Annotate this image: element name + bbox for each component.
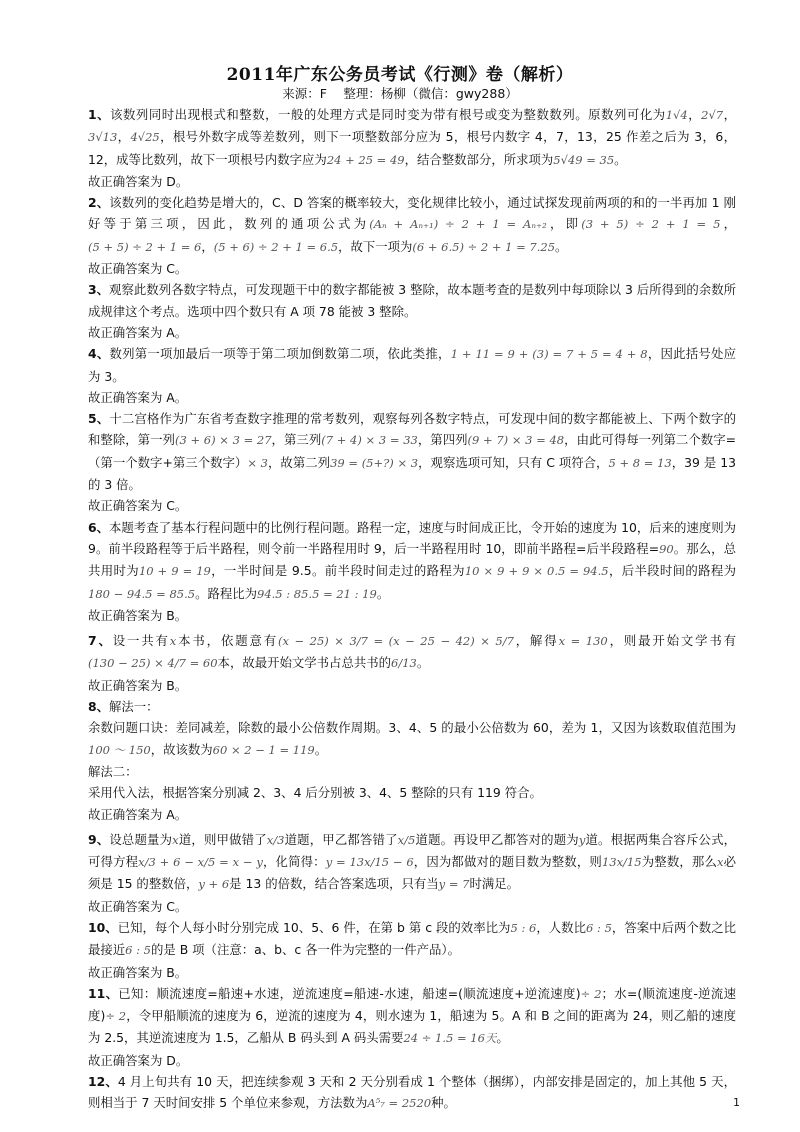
text: ，后半段时间的路程为 — [608, 563, 737, 579]
question-2 — [88, 192, 736, 258]
formula: y — [578, 832, 586, 847]
question-number: 8、 — [88, 699, 110, 715]
formula: 100 ～ 150 — [88, 742, 151, 757]
question-12 — [88, 1071, 736, 1115]
text: ，观察选项可知，只有 C 项符合， — [418, 454, 609, 470]
text: 本题考查了基本行程问题中的比例行程问题。路程一定，速度与时间成正比，令开始的速度为 10，后来的速度则为 9。前半段路程等于后半路程，则令前一半路程用时 9，后一半路程用时 10，即前半路程=后半段路程= — [88, 519, 736, 556]
text: 。 — [496, 1030, 509, 1046]
formula: (3 + 5) ÷ 2 + 1 = 5 — [581, 217, 721, 232]
question-number: 3、 — [88, 282, 110, 298]
question-8-method-1 — [88, 717, 736, 761]
text: ，解得 — [513, 633, 559, 649]
question-number: 5、 — [88, 411, 110, 427]
formula: 6 : 5 — [125, 943, 151, 958]
formula: x — [716, 855, 724, 870]
text: ，结合整数部分，所求项为 — [404, 151, 554, 167]
question-11 — [88, 983, 736, 1050]
question-3 — [88, 279, 736, 322]
formula: x/5 — [397, 832, 416, 847]
formula: (Aₙ + Aₙ₊₁) ÷ 2 + 1 = Aₙ₊₂ — [369, 217, 547, 232]
question-10 — [88, 917, 736, 962]
answer-3: 故正确答案为 A。 — [88, 324, 188, 340]
text: 。 — [376, 585, 390, 601]
text: 道，则甲做错了 — [178, 831, 267, 847]
formula: (9 + 7) × 3 = 48 — [467, 433, 565, 448]
text: 道题，甲乙都答错了 — [284, 831, 398, 847]
source-line: 来源：F 整理：杨柳（微信：gwy288） — [282, 86, 518, 101]
question-number: 2、 — [88, 195, 110, 211]
formula: 180 − 94.5 = 85.5 — [88, 586, 196, 601]
formula: x/3 — [266, 832, 285, 847]
text: 十二宫格作为广东省考查数字推理的常考数列，观察每列各数字特点，可发现中间的数字都能被上、下两个数字的和整除，第一列 — [88, 411, 737, 448]
text: 4 月上旬共有 10 天，把连续参观 3 天和 2 天分别看成 1 个整体（捆绑），内部安排是固定的，加上其他 5 天，则相当于 7 天时间安排 5 个单位来参观，方法数为 — [88, 1074, 736, 1111]
text: ， — [720, 216, 737, 232]
formula: 天 — [484, 1031, 497, 1046]
formula: ÷ 2 — [105, 1009, 127, 1024]
formula: y = 7 — [438, 877, 470, 892]
question-number: 7、 — [88, 633, 113, 649]
text: ，因为都做对的题目数为整数，则 — [413, 854, 602, 870]
text: 。 — [443, 1095, 456, 1111]
formula: y + 6 — [198, 877, 230, 892]
text: 数列第一项加最后一项等于第二项加倒数第二项，依此类推， — [109, 346, 451, 362]
formula: 4√25 — [130, 130, 160, 145]
question-6 — [88, 517, 736, 605]
answer-1: 故正确答案为 D。 — [88, 173, 189, 189]
text: ，第三列 — [271, 432, 322, 448]
question-number: 12、 — [88, 1074, 118, 1090]
text: 该数列同时出现根式和整数，一般的处理方式是同时变为带有根号或变为整数数列。原数列可化为 — [110, 107, 666, 122]
formula: 6/13 — [391, 656, 417, 671]
text: 本 — [217, 655, 230, 671]
answer-8: 故正确答案为 A。 — [88, 806, 188, 822]
text: 已知，每个人每小时分别完成 10、5、6 件，在第 b 第 c 段的效率比为 — [117, 919, 511, 935]
text: 是 13 的倍数，结合答案选项，只有当 — [229, 876, 439, 892]
text: ， — [723, 107, 737, 122]
text: 。 — [555, 238, 568, 254]
question-number: 10、 — [88, 919, 118, 935]
text: ， — [201, 238, 214, 254]
formula: (3 + 6) × 3 = 27 — [174, 433, 272, 448]
formula: 13x/15 — [601, 855, 642, 870]
formula: ÷ 2 — [580, 986, 602, 1001]
page-title: 2011年广东公务员考试《行测》卷（解析） — [226, 65, 574, 85]
answer-6: 故正确答案为 B。 — [88, 607, 188, 623]
text: ，故该数为 — [150, 741, 213, 757]
question-number: 6、 — [88, 519, 110, 535]
text: 已知：顺流速度=船速+水速，逆流速度=船速-水速，船速=(顺流速度+逆流速度) — [118, 985, 581, 1001]
formula: (5 + 5) ÷ 2 + 1 = 6 — [88, 239, 202, 254]
text: 道题。再设甲乙都答对的题为 — [415, 831, 579, 847]
answer-11: 故正确答案为 D。 — [88, 1052, 189, 1068]
question-number: 9、 — [88, 831, 110, 847]
text: 必须是 15 的整数倍， — [88, 854, 737, 892]
formula: (x − 25) × 3/7 = (x − 25 − 42) × 5/7 — [277, 634, 514, 649]
question-number: 4、 — [88, 346, 110, 362]
formula: 10 × 9 + 9 × 0.5 = 94.5 — [464, 564, 609, 579]
formula: 1 + 11 = 9 + (3) = 7 + 5 = 4 + 8 — [450, 347, 648, 362]
formula: x/3 + 6 − x/5 = x − y — [138, 855, 263, 870]
text: ，第四列 — [417, 432, 468, 448]
text: 设一共有 — [112, 633, 170, 649]
answer-7: 故正确答案为 B。 — [88, 677, 188, 693]
text: ，根号外数字成等差数列，则下一项整数部分应为 5，根号内数字 4，7，13，25 作差之后为 3，6，12，成等比数列，故下一项根号内数字应为 — [88, 129, 736, 167]
question-8-method-2-label: 解法二： — [88, 763, 138, 779]
formula: (7 + 4) × 3 = 33 — [321, 433, 418, 448]
answer-2: 故正确答案为 C。 — [88, 261, 188, 277]
text: ，因此括号处应为 3。 — [88, 346, 737, 384]
formula: y = 13x/15 − 6 — [325, 855, 414, 870]
question-8 — [88, 696, 736, 717]
formula: 39 = (5+?) × 3 — [330, 455, 419, 470]
question-number: 1、 — [88, 107, 111, 122]
question-4 — [88, 343, 736, 387]
text: ，则最开始文学书有 — [607, 633, 737, 649]
answer-9: 故正确答案为 C。 — [88, 898, 188, 914]
question-9 — [88, 829, 736, 896]
text: 观察此数列各数字特点，可发现题干中的数字都能被 3 整除，故本题考查的是数列中每项除以 3 后所得到的余数所成规律这个考点。选项中四个数只有 A 项 78 能被 3 整除。 — [88, 282, 736, 319]
text: 解法一： — [109, 699, 159, 715]
answer-4: 故正确答案为 A。 — [88, 389, 188, 405]
formula: 6 : 5 — [586, 920, 612, 935]
text: ，故下一项为 — [338, 238, 413, 254]
text: 道。根据两集合容斥公式，可得方程 — [88, 831, 737, 870]
text: ，即 — [546, 216, 582, 232]
question-5 — [88, 408, 736, 495]
text: ，一半时间是 9.5。前半段时间走过的路程为 — [210, 563, 465, 579]
text: 。 — [614, 151, 627, 167]
page-number: 1 — [733, 1096, 740, 1109]
formula: 2√7 — [701, 108, 724, 122]
formula: 5√49 = 35 — [553, 152, 615, 167]
answer-10: 故正确答案为 B。 — [88, 964, 188, 980]
question-number: 11、 — [88, 985, 119, 1001]
text: 。那么，总共用时为 — [88, 540, 736, 579]
formula: 60 × 2 − 1 = 119 — [212, 742, 315, 757]
text: 本书，依题意有 — [176, 633, 278, 649]
text: ，故最开始文学书占总共书的 — [229, 655, 392, 671]
text: 。路程比为 — [195, 585, 258, 601]
formula: (130 − 25) × 4/7 = 60 — [88, 656, 218, 671]
answer-5: 故正确答案为 C。 — [88, 498, 188, 514]
text: ，人数比 — [536, 919, 587, 935]
formula: 90 — [659, 541, 674, 556]
formula: x — [169, 634, 177, 649]
text: ， — [687, 107, 702, 122]
formula: 3√13 — [88, 130, 118, 145]
question-7 — [88, 630, 736, 675]
text: ，故第二列 — [267, 454, 331, 470]
text: ， — [117, 129, 131, 145]
text: ，39 是 13 的 3 倍。 — [88, 454, 737, 493]
formula: x — [172, 832, 179, 847]
question-8-method-2: 采用代入法，根据答案分别减 2、3、4 后分别被 3、4、5 整除的只有 119 符合。 — [88, 785, 542, 801]
text: ，令甲船顺流的速度为 6，逆流的速度为 4，则水速为 1，船速为 5。A 和 B 之间的距离为 24，则乙船的速度为 2.5，其逆流速度为 1.5，乙船从 B 码头到 A 码头需要 — [88, 1008, 736, 1046]
text: 设总题量为 — [109, 831, 173, 847]
formula: 10 + 9 = 19 — [138, 564, 211, 579]
formula: A⁵₇ = 2520 — [367, 1096, 432, 1111]
solution-body — [88, 104, 736, 1115]
text: 的是 B 项（注意：a、b、c 各一件为完整的一件产品）。 — [151, 942, 460, 958]
text: 时满足。 — [469, 876, 519, 892]
formula: (6 + 6.5) ÷ 2 + 1 = 7.25 — [412, 239, 556, 254]
text: ，化简得： — [262, 854, 326, 870]
formula: 94.5 : 85.5 = 21 : 19 — [257, 586, 377, 601]
text: ，由此可得每一列第二个数字=（第一个数字+第三个数字） — [88, 432, 737, 470]
text: 为整数，那么 — [641, 854, 717, 870]
formula: 5 : 6 — [510, 920, 537, 935]
formula: 1√4 — [665, 108, 688, 122]
text: 种 — [431, 1095, 444, 1111]
formula: 24 + 25 = 49 — [326, 152, 405, 167]
text: 。 — [314, 741, 328, 757]
text: ，答案中后两个数之比最接近 — [88, 919, 737, 958]
formula: × 3 — [247, 455, 268, 470]
formula: 24 ÷ 1.5 = 16 — [403, 1031, 485, 1046]
text: ；水=(顺流速度-逆流速度) — [88, 985, 736, 1024]
text: 该数列的变化趋势是增大的，C、D 答案的概率较大，变化规律比较小，通过试探发现前两项的和的一半再加 1 刚好等于第三项，因此，数列的通项公式为 — [88, 195, 736, 232]
question-1 — [88, 104, 736, 171]
formula: 5 + 8 = 13 — [608, 455, 672, 470]
formula: (5 + 6) ÷ 2 + 1 = 6.5 — [213, 239, 339, 254]
text: 余数问题口诀：差同减差，除数的最小公倍数作周期。3、4、5 的最小公倍数为 60，差为 1，又因为该数取值范围为 — [88, 720, 736, 736]
text: 。 — [416, 655, 430, 671]
formula: x = 130 — [558, 634, 608, 649]
